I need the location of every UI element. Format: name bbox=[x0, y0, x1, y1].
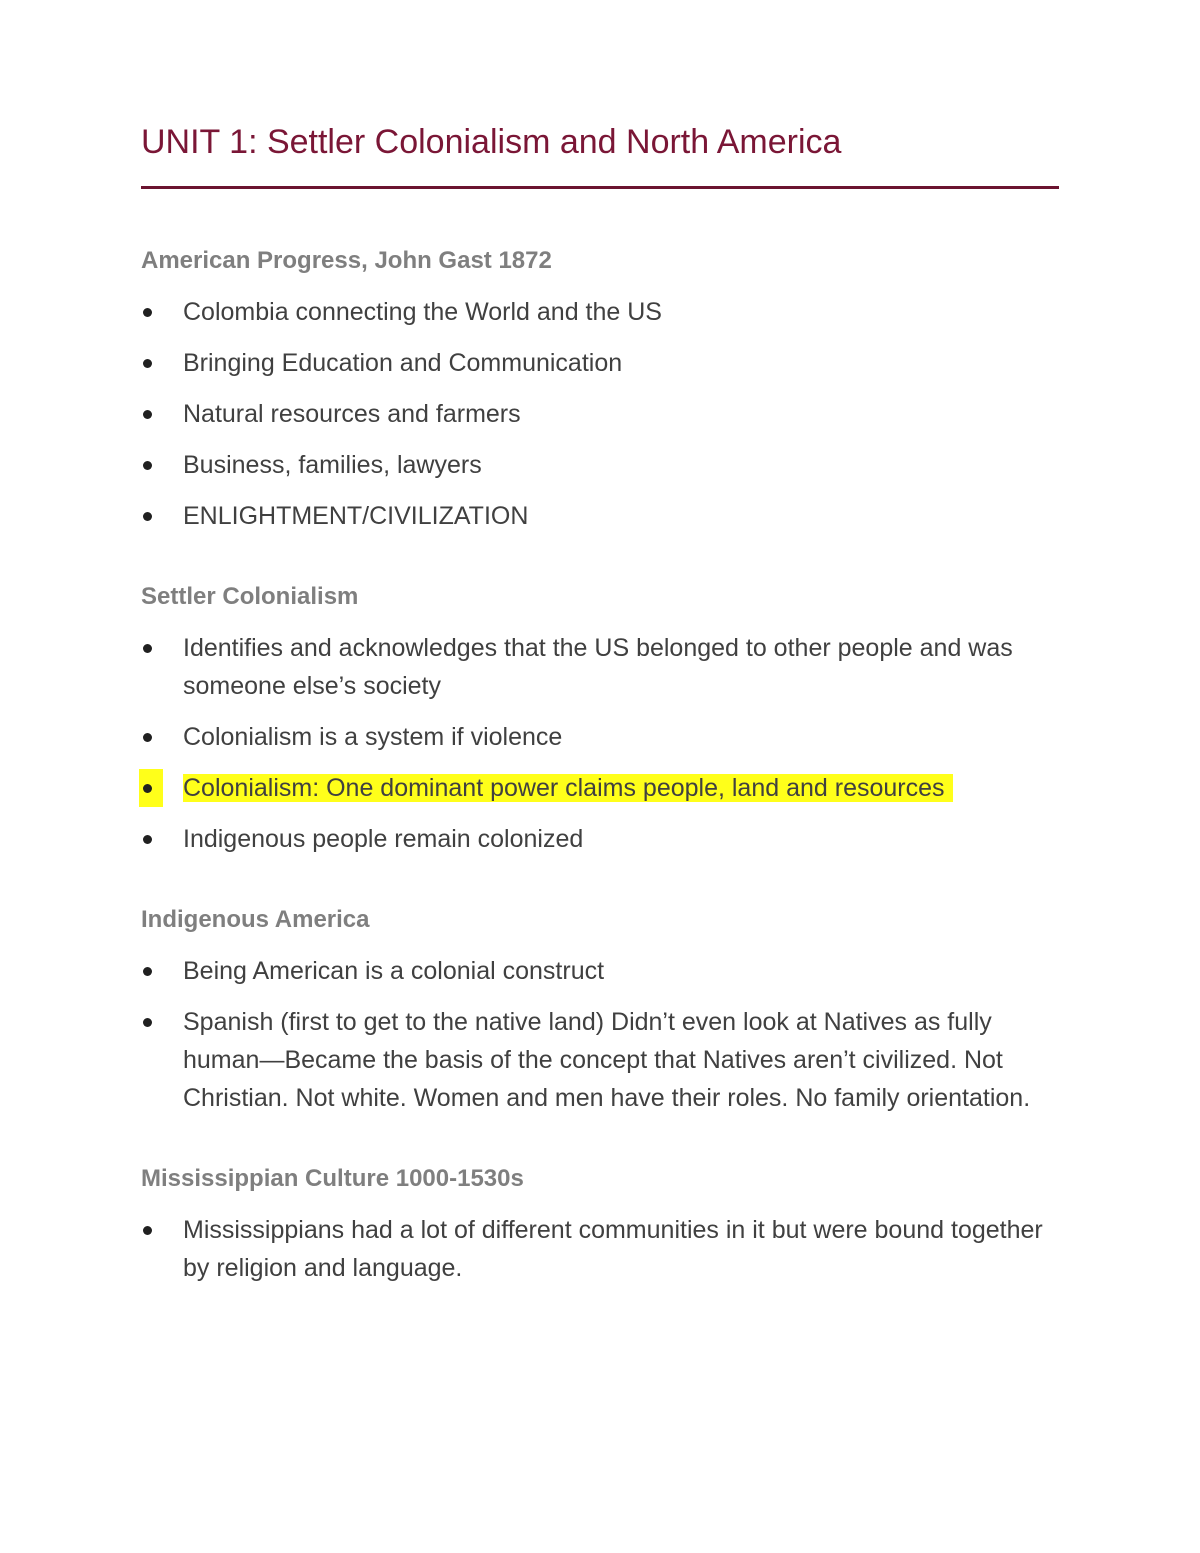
section-heading: American Progress, John Gast 1872 bbox=[141, 247, 552, 274]
section-mississippian-culture bbox=[141, 1163, 1059, 1287]
list-item-text: Colombia connecting the World and the US bbox=[183, 298, 662, 326]
list-item-text: Mississippians had a lot of different communities in it but were bound together by religion and language. bbox=[183, 1216, 1043, 1282]
list-item bbox=[141, 1211, 1059, 1287]
section-heading: Settler Colonialism bbox=[141, 583, 359, 610]
bullet-list bbox=[141, 952, 1059, 1117]
list-item bbox=[141, 395, 1059, 433]
bullet-icon bbox=[143, 410, 152, 419]
list-item bbox=[141, 497, 1059, 535]
list-item bbox=[141, 344, 1059, 382]
bullet-icon bbox=[143, 308, 152, 317]
bullet-icon bbox=[143, 1018, 152, 1027]
bullet-icon bbox=[143, 733, 152, 742]
section-settler-colonialism bbox=[141, 581, 1059, 858]
bullet-list bbox=[141, 629, 1059, 858]
section-heading: Mississippian Culture 1000-1530s bbox=[141, 1165, 524, 1192]
bullet-icon bbox=[143, 512, 152, 521]
list-item-text: Being American is a colonial construct bbox=[183, 957, 605, 985]
list-item bbox=[141, 446, 1059, 484]
list-item-text: ENLIGHTMENT/CIVILIZATION bbox=[183, 502, 529, 530]
highlight-marker bbox=[139, 769, 163, 807]
list-item-text: Bringing Education and Communication bbox=[183, 349, 623, 377]
bullet-icon bbox=[143, 359, 152, 368]
list-item-highlighted bbox=[141, 769, 1059, 807]
section-indigenous-america bbox=[141, 904, 1059, 1117]
bullet-list bbox=[141, 1211, 1059, 1287]
list-item-text: Natural resources and farmers bbox=[183, 400, 521, 428]
bullet-icon bbox=[143, 1226, 152, 1235]
list-item bbox=[141, 952, 1059, 990]
document-page bbox=[141, 118, 1059, 1287]
title-divider bbox=[141, 186, 1059, 189]
list-item-text: Identifies and acknowledges that the US belonged to other people and was someone else’s society bbox=[183, 634, 1013, 700]
highlighted-text: Colonialism: One dominant power claims people, land and resources bbox=[183, 774, 953, 802]
list-item bbox=[141, 820, 1059, 858]
list-item-text: Colonialism is a system if violence bbox=[183, 723, 563, 751]
bullet-icon bbox=[143, 967, 152, 976]
bullet-icon bbox=[143, 784, 152, 793]
list-item-text: Business, families, lawyers bbox=[183, 451, 482, 479]
list-item bbox=[141, 629, 1059, 705]
bullet-icon bbox=[143, 461, 152, 470]
section-heading: Indigenous America bbox=[141, 906, 370, 933]
list-item-text: Indigenous people remain colonized bbox=[183, 825, 584, 853]
list-item bbox=[141, 293, 1059, 331]
section-american-progress bbox=[141, 245, 1059, 535]
bullet-list bbox=[141, 293, 1059, 535]
bullet-icon bbox=[143, 835, 152, 844]
list-item-text: Spanish (first to get to the native land) Didn’t even look at Natives as fully human—Became the basis of the concept that Natives aren’t civilized. Not Christian. Not white. Women and men have their roles. No family orientation. bbox=[183, 1008, 1031, 1112]
list-item bbox=[141, 718, 1059, 756]
bullet-icon bbox=[143, 644, 152, 653]
document-title: UNIT 1: Settler Colonialism and North America bbox=[141, 123, 842, 161]
list-item bbox=[141, 1003, 1059, 1117]
